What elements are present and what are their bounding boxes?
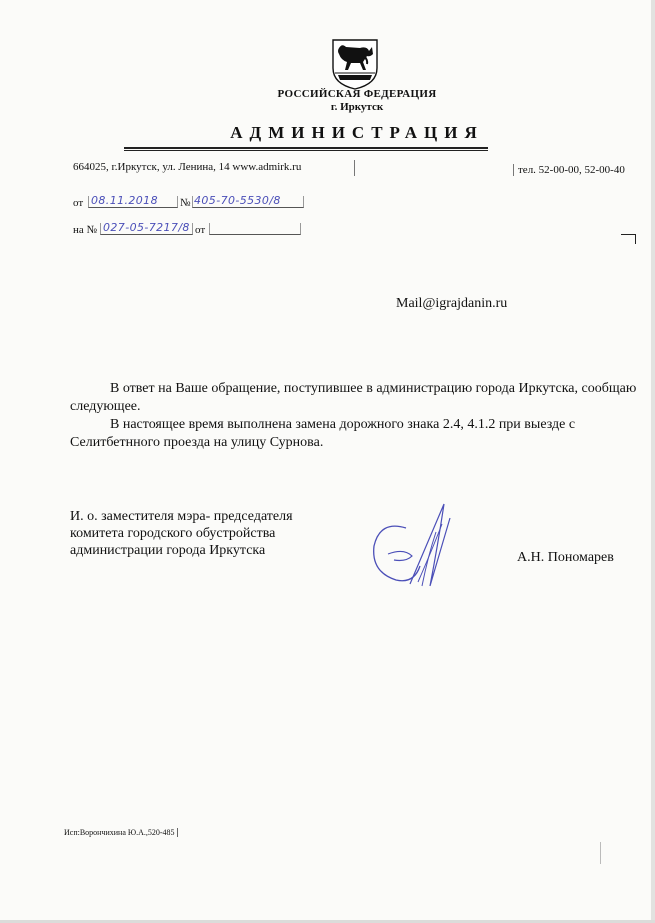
signatory-title	[70, 508, 293, 559]
date-value: 08.11.2018	[91, 194, 158, 207]
body-paragraph: В настоящее время выполнена замена дорожного знака 2.4, 4.1.2 при выезде с Селитбетнного проезда на улицу Сурнова.	[70, 417, 576, 450]
country-header: РОССИЙСКАЯ ФЕДЕРАЦИЯ	[277, 88, 437, 100]
number-value: 405-70-5530/8	[194, 194, 281, 207]
organization-title: АДМИНИСТРАЦИЯ	[230, 123, 484, 142]
scan-mark	[600, 842, 601, 864]
header-divider	[124, 147, 488, 151]
recipient-email: Mail@igrajdanin.ru	[396, 296, 508, 311]
signatory-title-line: администрации города Иркутска	[70, 543, 266, 558]
signatory-title-line: комитета городского обустройства	[70, 526, 276, 541]
date-label: от	[73, 197, 84, 209]
address-divider	[354, 160, 355, 176]
handwritten-signature-icon	[366, 496, 456, 592]
number-label: №	[180, 197, 191, 209]
irkutsk-coat-of-arms-icon	[330, 38, 380, 90]
executor-note: Исп:Ворончихина Ю.А.,520-485	[64, 828, 178, 837]
recipient-corner-mark	[621, 234, 636, 244]
phone-line: тел. 52-00-00, 52-00-40	[513, 164, 625, 176]
letter-body	[70, 380, 638, 452]
reply-date-field	[209, 223, 301, 235]
signer-name: А.Н. Пономарев	[517, 550, 614, 565]
reply-number-value: 027-05-7217/8	[103, 221, 190, 234]
reply-label: на №	[73, 224, 98, 236]
signatory-title-line: И. о. заместителя мэра- председателя	[70, 509, 293, 524]
reply-date-label: от	[195, 224, 206, 236]
scan-edge-right	[651, 0, 655, 923]
body-paragraph: В ответ на Ваше обращение, поступившее в администрацию города Иркутска, сообщаю следующее.	[70, 381, 637, 414]
address-line: 664025, г.Иркутск, ул. Ленина, 14 www.admirk.ru	[73, 161, 302, 173]
city-header: г. Иркутск	[330, 101, 384, 113]
